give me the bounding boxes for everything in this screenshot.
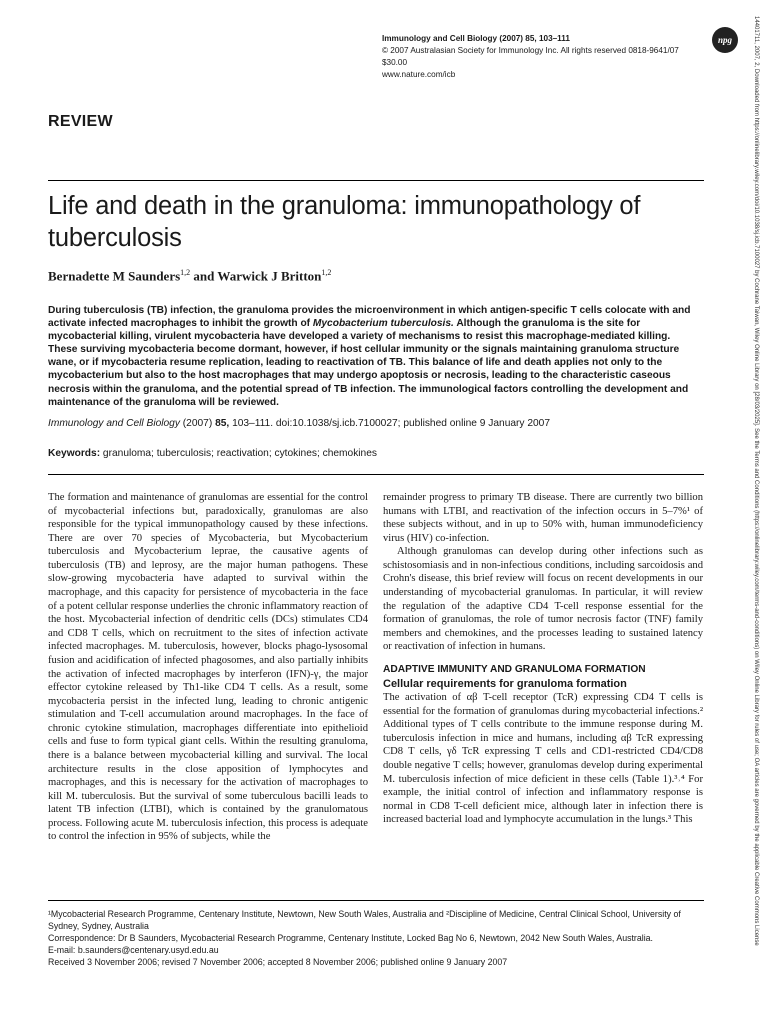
abstract-text: During tuberculosis (TB) infection, the granuloma provides the microenvironment in which antigen-specific T cells colocate with and activate infected macrophages to inhibit the growth of <box>48 305 691 330</box>
abstract-text: Although the granuloma is the site for mycobacterial killing, virulent mycobacteria have developed a variety of mechanisms to resist this macrophage-mediated killing. These surviving mycobacteria become dormant, however, if host cellular immunity or the signals maintaining granuloma structure wane, or if mycobacteria resume replication, leading to reactivation of TB. This balance of life and death applies not only to the mycobacterium but also to the host macrophages that may undergo apoptosis or necrosis, leading to the characteristic caseous necrosis within the granuloma, and the potential spread of TB infection. The immunological factors controlling the development and maintenance of the granuloma will be reviewed. <box>48 318 689 408</box>
download-sidebar-note: 14401711, 2007, 2, Downloaded from https://onlinelibrary.wiley.com/doi/10.1038/sj.icb.7100027 by Cochrane Taiwan, Wiley Online Library on [28/03/2025]. See the Terms and Conditions (https://onlinelibrary.wiley.com/terms-and-conditions) on Wiley Online Library for rules of use; OA articles are governed by the applicable Creative Commons License <box>753 16 759 946</box>
body-paragraph: Although granulomas can develop during other infections such as schistosomiasis and in non-infectious conditions, including sarcoidosis and Crohn's disease, this brief review will focus on recent developments in our understanding of mycobacterial granulomas. In particular, it will review the regulation of the adaptive CD4 T-cell response essential for the formation of granulomas, the role of tumor necrosis factor (TNF) family members and chemokines, and the processes leading to sustained latency or reactivation of infection in humans. <box>383 546 703 653</box>
npg-logo: npg <box>712 27 738 53</box>
section-heading: ADAPTIVE IMMUNITY AND GRANULOMA FORMATION <box>383 663 646 675</box>
author-affiliation-sup: 1,2 <box>180 268 191 277</box>
article-title: Life and death in the granuloma: immunopathology of tuberculosis <box>48 192 641 252</box>
citation-volume: 85, <box>215 418 230 429</box>
abstract-divider <box>48 474 704 475</box>
top-divider <box>48 180 704 181</box>
affiliations-note: ¹Mycobacterial Research Programme, Centenary Institute, Newtown, New South Wales, Australia and ²Discipline of Medicine, Central Clinical School, University of Sydney, Sydney, Australia <box>48 909 681 931</box>
body-column-right <box>383 491 703 827</box>
keywords-text: granuloma; tuberculosis; reactivation; cytokines; chemokines <box>100 448 377 459</box>
keywords-line <box>48 447 700 460</box>
journal-header <box>382 33 702 81</box>
author-name: Bernadette M Saunders <box>48 268 181 284</box>
footnote-divider <box>48 900 704 901</box>
citation-year: (2007) <box>179 418 216 429</box>
email-note[interactable]: E-mail: b.saunders@centenary.usyd.edu.au <box>48 945 219 955</box>
citation-line <box>48 417 700 430</box>
body-paragraph: The activation of αβ T-cell receptor (TcR) expressing CD4 T cells is essential for the formation of granulomas during mycobacterial infections.² Additional types of T cells contribute to the immune response during M. tuberculosis infection in mice and humans, including αβ TcR expressing CD8 T cells, γδ TcR expressing T cells and CD1-restricted CD4/CD8 double negative T cells; however, granulomas develop during experimental M. tuberculosis infection of mice deficient in these cells (Table 1).³˒⁴ For example, the initial control of infection and inflammatory response is normal in CD8 T-cell deficient mice, although later in infection there is increased bacterial load and lymphocyte accumulation in the lungs.³ This <box>383 692 703 826</box>
correspondence-note: Correspondence: Dr B Saunders, Mycobacterial Research Programme, Centenary Institute, Locked Bag No 6, Newtown, 2042 New South Wales, Australia. <box>48 933 654 943</box>
footnotes <box>48 908 708 968</box>
abstract-organism: Mycobacterium tuberculosis. <box>312 318 454 330</box>
received-note: Received 3 November 2006; revised 7 November 2006; accepted 8 November 2006; published online 9 January 2007 <box>48 957 508 967</box>
citation-doi[interactable]: 103–111. doi:10.1038/sj.icb.7100027; published online 9 January 2007 <box>229 418 551 429</box>
author-name: Warwick J Britton <box>217 268 322 284</box>
subsection-heading: Cellular requirements for granuloma formation <box>383 677 627 690</box>
abstract <box>48 304 700 409</box>
keywords-label: Keywords: <box>48 448 101 459</box>
body-column-left <box>48 491 368 844</box>
author-affiliation-sup: 1,2 <box>321 268 332 277</box>
citation-journal: Immunology and Cell Biology <box>48 418 180 429</box>
body-paragraph: The formation and maintenance of granulomas are essential for the control of mycobacterial infections but, paradoxically, granulomas are also responsible for the typical immunopathology caused by these infections. There are over 70 species of Mycobacteria, but Mycobacterium tuberculosis and Mycobacterium leprae, the causative agents of tuberculosis (TB) and leprosy, are the major human pathogens. These slow-growing mycobacteria have adapted to survival within the macrophage, and this capacity for persistence of mycobacteria in the face of a potent cellular response underlies the chronic inflammatory reaction of the host. Mycobacterial infection of dendritic cells (DCs) stimulates CD4 and CD8 T cells, which on recruitment to the sites of infection activate infected macrophages. M. tuberculosis, however, blocks phago-lysosomal fusion and acidification of infected phagosomes, and also partially inhibits the activation of infected macrophages by interferon (IFN)-γ, the major effector cytokine released by Th1-like CD4 T cells. As a result, some mycobacteria persist in the infected lung, leading to chronic antigenic stimulation and T-cell accumulation around macrophages. In the face of chronic cytokine stimulation, macrophages differentiate into epithelioid cells and fuse to form typical giant cells. Within the resulting granuloma, there is a balance between mycobacterial killing and survival. The local architecture results in the close apposition of lymphocytes and macrophages, and this is necessary for the activation of macrophages to kill M. tuberculosis. But the survival of some tuberculous bacilli leads to latent TB infection (LTBI), which is contained by the granulomatous process. Following acute M. tuberculosis infection, this process is adequate to control the infection in 95% of subjects, while the <box>48 492 368 843</box>
journal-citation: Immunology and Cell Biology (2007) 85, 103–111 <box>382 34 570 43</box>
body-paragraph: remainder progress to primary TB disease. There are currently two billion humans with LTBI, and reactivation of the infection occurs in 5–7%¹ of these subjects without, and in up to 50% with, human immunodeficiency virus (HIV) co-infection. <box>383 492 703 544</box>
journal-url[interactable]: www.nature.com/icb <box>382 70 456 79</box>
author-line <box>48 268 331 284</box>
author-connector: and <box>190 268 218 284</box>
section-label: REVIEW <box>48 113 113 130</box>
copyright-line: © 2007 Australasian Society for Immunology Inc. All rights reserved 0818-9641/07 $30.00 <box>382 46 679 67</box>
